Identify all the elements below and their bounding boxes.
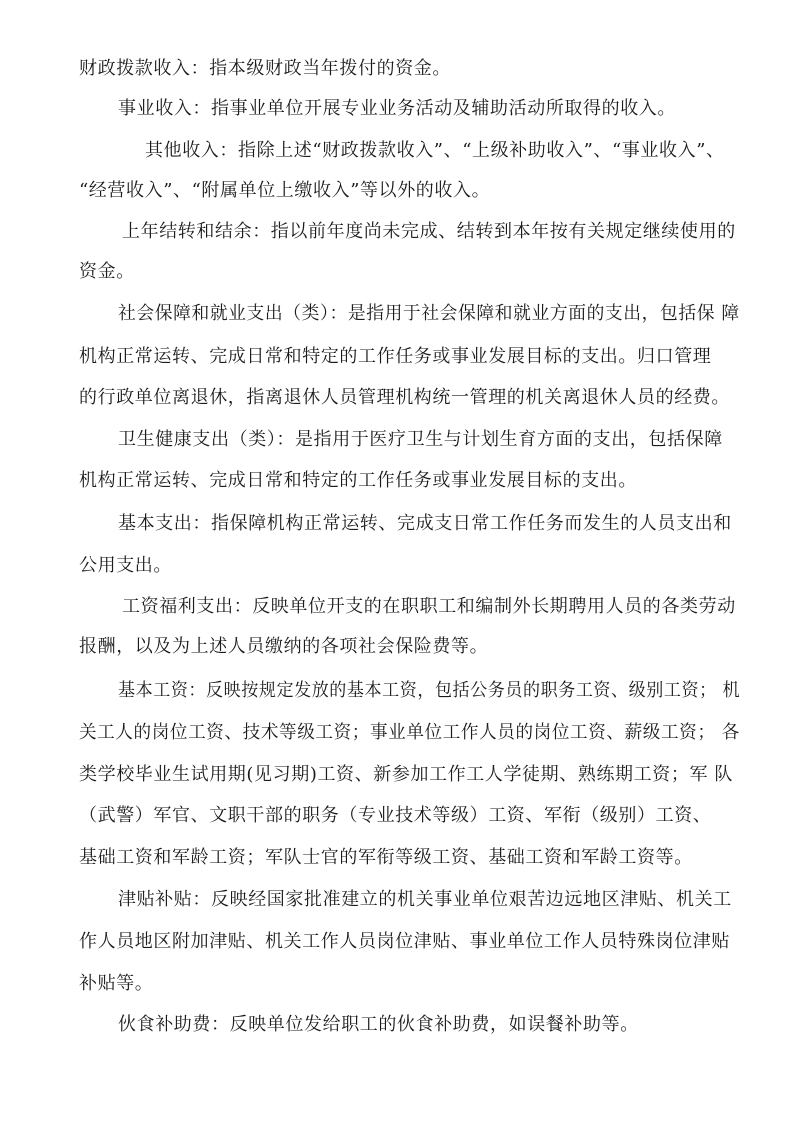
para-wage-welfare-line-2: 报酬，以及为上述人员缴纳的各项社会保险费等。 xyxy=(79,636,489,657)
para-allowance-line-2: 作人员地区附加津贴、机关工作人员岗位津贴、事业单位工作人员特殊岗位津贴 xyxy=(79,931,730,952)
para-wage-welfare-line-1: 工资福利支出：反映单位开支的在职职工和编制外长期聘用人员的各类劳动 xyxy=(122,596,736,617)
para-allowance-line-1: 津贴补贴：反映经国家批准建立的机关事业单位艰苦边远地区津贴、机关工 xyxy=(118,889,732,910)
para-social-security-line-1: 社会保障和就业支出（类）：是指用于社会保障和就业方面的支出，包括保 障 xyxy=(118,303,740,324)
para-basic-wage-line-5: 基础工资和军龄工资；军队士官的军衔等级工资、基础工资和军龄工资等。 xyxy=(79,847,693,868)
para-business-income-line-1: 事业收入：指事业单位开展专业业务活动及辅助活动所取得的收入。 xyxy=(118,98,676,119)
para-basic-expenditure-line-2: 公用支出。 xyxy=(79,555,172,576)
para-meal-subsidy-line-1: 伙食补助费：反映单位发给职工的伙食补助费，如误餐补助等。 xyxy=(118,1014,639,1035)
para-basic-wage-line-3: 类学校毕业生试用期(见习期)工资、新参加工作工人学徒期、熟练期工资；军 队 xyxy=(79,764,733,785)
para-basic-wage-line-1: 基本工资：反映按规定发放的基本工资，包括公务员的职务工资、级别工资； 机 xyxy=(118,680,741,701)
para-other-income-line-2: “经营收入”、“附属单位上缴收入”等以外的收入。 xyxy=(79,180,491,201)
para-basic-wage-line-4: （武警）军官、文职干部的职务（专业技术等级）工资、军衔（级别）工资、 xyxy=(79,805,712,826)
para-health-line-2: 机构正常运转、完成日常和特定的工作任务或事业发展目标的支出。 xyxy=(79,470,637,491)
para-social-security-line-3: 的行政单位离退休，指离退休人员管理机构统一管理的机关离退休人员的经费。 xyxy=(79,387,730,408)
para-basic-wage-line-2: 关工人的岗位工资、技术等级工资；事业单位工作人员的岗位工资、薪级工资； 各 xyxy=(79,722,740,743)
para-carryover-line-1: 上年结转和结余：指以前年度尚未完成、结转到本年按有关规定继续使用的 xyxy=(122,221,736,242)
para-social-security-line-2: 机构正常运转、完成日常和特定的工作任务或事业发展目标的支出。归口管理 xyxy=(79,346,712,367)
para-basic-expenditure-line-1: 基本支出：指保障机构正常运转、完成支日常工作任务而发生的人员支出和 xyxy=(118,513,732,534)
para-carryover-line-2: 资金。 xyxy=(79,261,135,282)
para-health-line-1: 卫生健康支出（类）：是指用于医疗卫生与计划生育方面的支出，包括保障 xyxy=(118,429,723,450)
para-other-income-line-1: 其他收入：指除上述“财政拨款收入”、“上级补助收入”、“事业收入”、 xyxy=(145,140,725,161)
para-allowance-line-3: 补贴等。 xyxy=(79,973,154,994)
para-financial-appropriation-line-1: 财政拨款收入：指本级财政当年拨付的资金。 xyxy=(79,58,451,79)
